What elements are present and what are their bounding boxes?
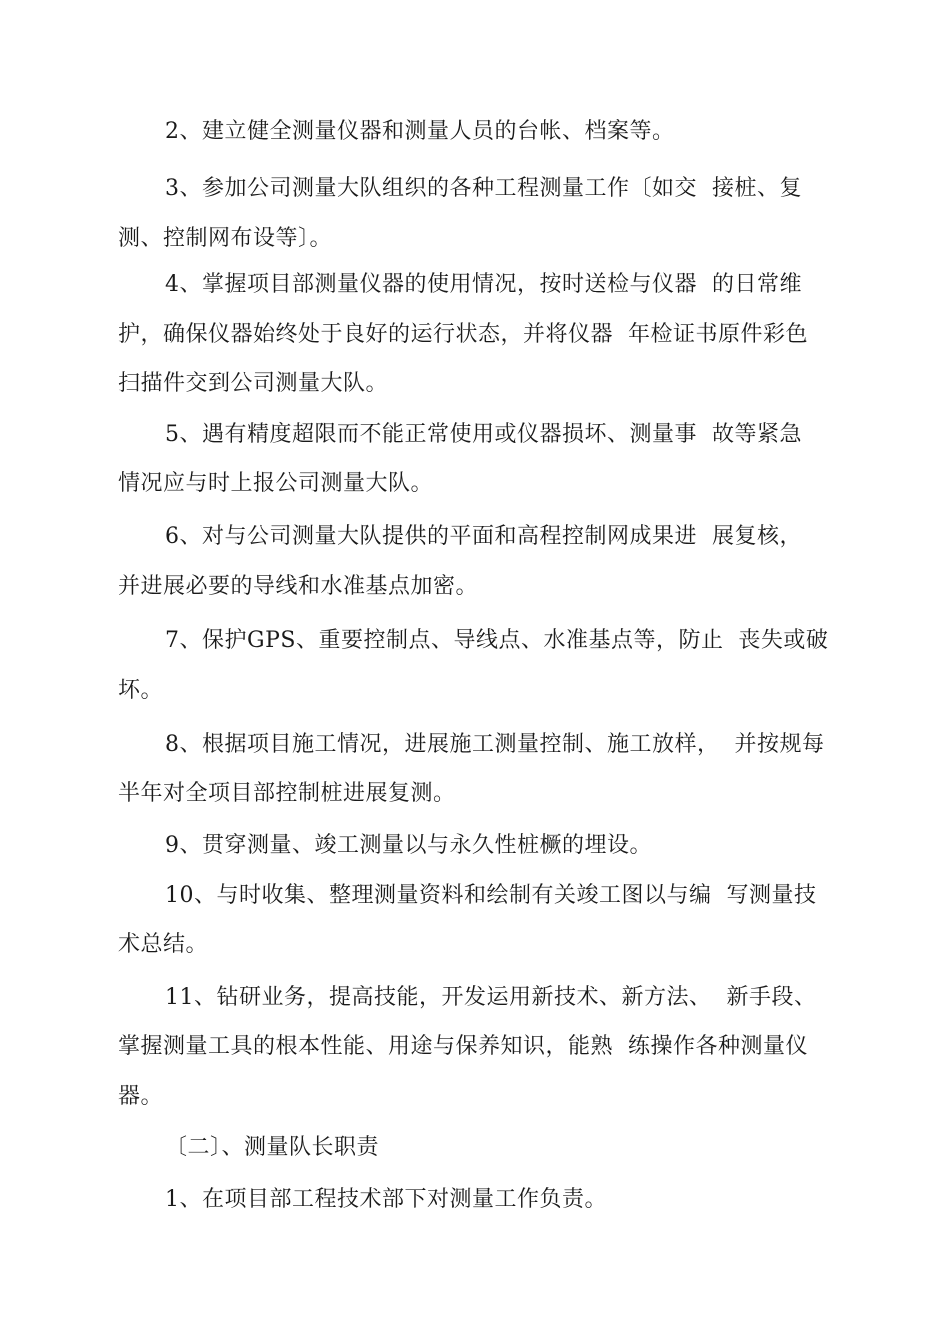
paragraph-8-line-2: 半年对全项目部控制桩进展复测。: [118, 781, 456, 806]
paragraph-2-line-1: 2、建立健全测量仪器和测量人员的台帐、档案等。: [165, 119, 675, 144]
paragraph-4-line-1: 4、掌握项目部测量仪器的使用情况，按时送检与仪器 的日常维: [165, 272, 802, 297]
paragraph-10-line-2: 术总结。: [118, 932, 209, 957]
paragraph-6-line-2: 并进展必要的导线和水准基点加密。: [118, 574, 479, 599]
paragraph-9-line-1: 9、贯穿测量、竣工测量以与永久性桩橛的埋设。: [165, 833, 652, 858]
paragraph-6-line-1: 6、对与公司测量大队提供的平面和高程控制网成果进 展复核，: [165, 524, 802, 549]
paragraph-11-line-2: 掌握测量工具的根本性能、用途与保养知识，能熟 练操作各种测量仪: [118, 1034, 808, 1059]
paragraph-4-line-2: 护，确保仪器始终处于良好的运行状态，并将仪器 年检证书原件彩色: [118, 322, 808, 347]
paragraph-4-line-3: 扫描件交到公司测量大队。: [118, 371, 389, 396]
paragraph-11-line-3: 器。: [118, 1084, 164, 1109]
paragraph-8-line-1: 8、根据项目施工情况，进展施工测量控制、施工放样， 并按规每: [165, 732, 825, 757]
section-heading: 〔二〕、测量队长职责: [165, 1135, 380, 1160]
paragraph-5-line-2: 情况应与时上报公司测量大队。: [118, 471, 434, 496]
paragraph-3-line-2: 测、控制网布设等〕。: [118, 226, 333, 251]
paragraph-10-line-1: 10、与时收集、整理测量资料和绘制有关竣工图以与编 写测量技: [165, 883, 817, 908]
paragraph-5-line-1: 5、遇有精度超限而不能正常使用或仪器损坏、测量事 故等紧急: [165, 422, 802, 447]
paragraph-11-line-1: 11、钻研业务，提高技能，开发运用新技术、新方法、 新手段、: [165, 985, 817, 1010]
duty-1-line-1: 1、在项目部工程技术部下对测量工作负责。: [165, 1187, 607, 1212]
paragraph-3-line-1: 3、参加公司测量大队组织的各种工程测量工作〔如交 接桩、复: [165, 176, 802, 201]
paragraph-7-line-1: 7、保护GPS、重要控制点、导线点、水准基点等，防止 丧失或破: [165, 628, 829, 653]
paragraph-7-line-2: 坏。: [118, 678, 164, 703]
